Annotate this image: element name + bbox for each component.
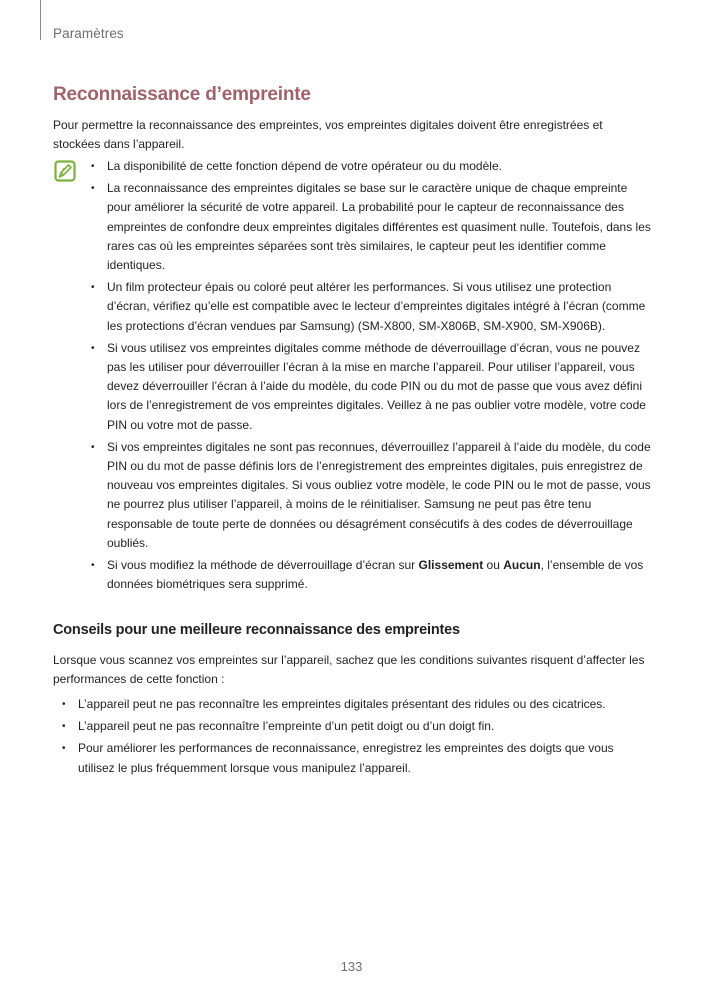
note-item (90, 157, 654, 176)
note-text: La disponibilité de cette fonction dépend de votre opérateur ou du modèle. (107, 159, 502, 173)
note-item (90, 179, 654, 275)
option-aucun: Aucun (503, 558, 541, 573)
header-divider (40, 0, 41, 40)
note-item (90, 438, 654, 553)
page-title: Reconnaissance d’empreinte (53, 84, 311, 105)
bullet-icon: • (91, 282, 95, 294)
bullet-icon: • (91, 183, 95, 195)
bullet-icon: • (91, 441, 95, 453)
option-glissement: Glissement (418, 558, 484, 573)
bullet-icon: • (91, 342, 95, 354)
note-text: Un film protecteur épais ou coloré peut altérer les performances. Si vous utilisez une protection d’écran, vérifiez qu’elle est compatible avec le lecteur d’empreintes digitales intégré à l’écran (comme les protections d’écran vendues par Samsung) (SM-X800, SM-X806B, SM-X900, SM-X906B). (107, 280, 646, 333)
tip-item (61, 717, 651, 736)
tip-item (61, 695, 651, 714)
tip-text: Pour améliorer les performances de reconnaissance, enregistrez les empreintes des doigts que vous utilisez le plus fréquemment lorsque vous manipulez l’appareil. (78, 741, 614, 775)
bullet-icon: • (62, 743, 66, 755)
intro-paragraph: Pour permettre la reconnaissance des empreintes, vos empreintes digitales doivent être enregistrées et stockées dans l’appareil. (53, 118, 603, 151)
note-text-middle: ou (483, 558, 504, 573)
tips-intro-paragraph: Lorsque vous scannez vos empreintes sur l’appareil, sachez que les conditions suivantes risquent d’affecter les performances de cette fonction : (53, 653, 645, 686)
tips-list (61, 695, 651, 781)
note-pencil-icon (54, 160, 76, 182)
page-number: 133 (340, 959, 363, 974)
tip-text: L’appareil peut ne pas reconnaître l’empreinte d’un petit doigt ou d’un doigt fin. (78, 719, 495, 734)
tip-text: L’appareil peut ne pas reconnaître les empreintes digitales présentant des ridules ou des cicatrices. (78, 697, 606, 711)
note-text-after: , l’ensemble de vos données biométriques sera supprimé. (107, 558, 644, 592)
bullet-icon: • (91, 560, 95, 572)
tip-item (61, 739, 651, 777)
section-title-tips: Conseils pour une meilleure reconnaissance des empreintes (53, 622, 460, 638)
note-item (90, 339, 654, 435)
header-section-label: Paramètres (53, 26, 124, 41)
note-text: La reconnaissance des empreintes digitales se base sur le caractère unique de chaque empreinte pour améliorer la sécurité de votre appareil. La probabilité pour le capteur de reconnaissance des empreintes de confondre deux empreintes digitales différentes est quasiment nulle. Toutefois, dans les rares cas où les empreintes séparées sont très similaires, le capteur peut les identifier comme identiques. (107, 181, 651, 273)
note-text: Si vos empreintes digitales ne sont pas reconnues, déverrouillez l’appareil à l’aide du modèle, du code PIN ou du mot de passe définis lors de l’enregistrement des empreintes digitales, puis enregistrez de nouveau vos empreintes digitales. Si vous oubliez votre modèle, le code PIN ou le mot de passe, vous ne pourrez plus utiliser l’appareil, à moins de le réinitialiser. Samsung ne peut pas être tenu responsable de toute perte de données ou désagrément consécutifs à des codes de déverrouillage oubliés. (107, 439, 651, 550)
bullet-icon: • (91, 161, 95, 172)
bullet-icon: • (62, 721, 66, 733)
note-item (90, 278, 654, 336)
note-item (90, 556, 654, 594)
note-list (90, 157, 654, 597)
bullet-icon: • (62, 699, 66, 710)
note-text: Si vous utilisez vos empreintes digitales comme méthode de déverrouillage d’écran, vous ne pouvez pas les utiliser pour déverrouiller l’écran à la mise en marche l’appareil. Pour utiliser l’appareil, vous devez déverrouiller l’écran à l’aide du modèle, du code PIN ou du mot de passe que vous avez défini lors de l’enregistrement de vos empreintes digitales. Veillez à ne pas oublier votre modèle, votre code PIN ou votre mot de passe. (107, 340, 646, 432)
note-text-before: Si vous modifiez la méthode de déverrouillage d’écran sur (107, 558, 419, 573)
